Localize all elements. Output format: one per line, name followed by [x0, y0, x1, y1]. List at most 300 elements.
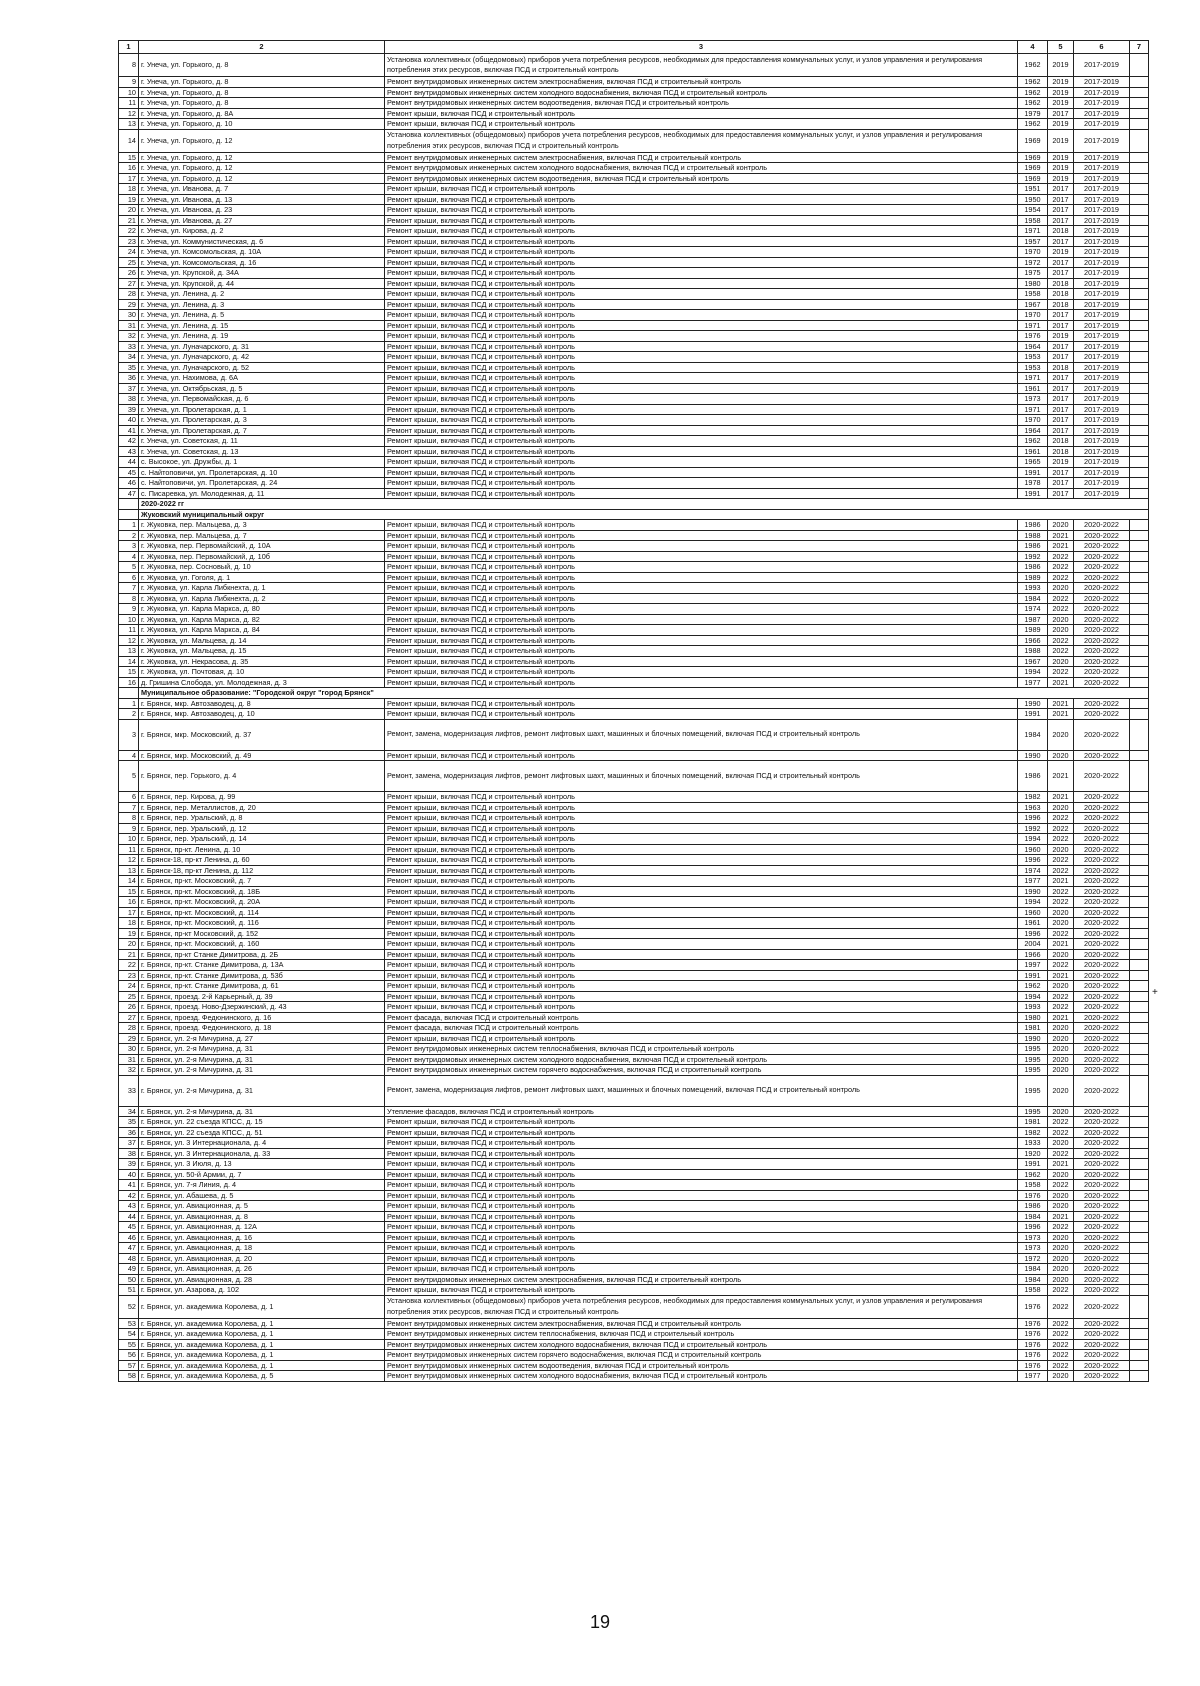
- table-row: [119, 1201, 1149, 1212]
- planned-year-cell: 2021: [1048, 530, 1074, 541]
- row-number-cell: 34: [119, 1106, 139, 1117]
- build-year-cell: 1996: [1018, 855, 1048, 866]
- planned-year-cell: 2017: [1048, 394, 1074, 405]
- period-cell: 2017-2019: [1074, 299, 1130, 310]
- period-cell: 2020-2022: [1074, 1211, 1130, 1222]
- table-row: [119, 520, 1149, 531]
- table-row: [119, 1295, 1149, 1318]
- row-number-cell: 28: [119, 1023, 139, 1034]
- period-cell: 2017-2019: [1074, 77, 1130, 88]
- period-cell: 2020-2022: [1074, 1075, 1130, 1106]
- table-row: [119, 341, 1149, 352]
- work-type-cell: Установка коллективных (общедомовых) приборов учета потребления ресурсов, необходимых для предоставления коммунальных услуг, и узлов управления и регулирования потребления этих ресурсов, включая ПСД и строительный контроль: [385, 1295, 1018, 1318]
- address-cell: с. Писаревка, ул. Молодежная, д. 11: [139, 488, 385, 499]
- work-type-cell: Ремонт крыши, включая ПСД и строительный контроль: [385, 520, 1018, 531]
- address-cell: г. Брянск, ул. академика Королева, д. 1: [139, 1295, 385, 1318]
- period-cell: 2020-2022: [1074, 918, 1130, 929]
- planned-year-cell: 2017: [1048, 383, 1074, 394]
- period-cell: 2017-2019: [1074, 488, 1130, 499]
- table-body: [119, 54, 1149, 1382]
- address-cell: г. Брянск, ул. 2-я Мичурина, д. 31: [139, 1106, 385, 1117]
- table-row: [119, 928, 1149, 939]
- build-year-cell: 1986: [1018, 520, 1048, 531]
- work-type-cell: Ремонт крыши, включая ПСД и строительный контроль: [385, 320, 1018, 331]
- work-type-cell: Ремонт крыши, включая ПСД и строительный контроль: [385, 1148, 1018, 1159]
- build-year-cell: 1961: [1018, 383, 1048, 394]
- work-type-cell: Ремонт крыши, включая ПСД и строительный контроль: [385, 478, 1018, 489]
- table-row: [119, 583, 1149, 594]
- empty-cell: [1130, 1106, 1149, 1117]
- row-number-cell: 50: [119, 1274, 139, 1285]
- work-type-cell: Ремонт крыши, включая ПСД и строительный контроль: [385, 415, 1018, 426]
- work-type-cell: Ремонт крыши, включая ПСД и строительный контроль: [385, 205, 1018, 216]
- row-number-cell: 57: [119, 1360, 139, 1371]
- row-number-cell: 39: [119, 404, 139, 415]
- empty-cell: [1130, 907, 1149, 918]
- work-type-cell: Ремонт крыши, включая ПСД и строительный контроль: [385, 698, 1018, 709]
- address-cell: г. Брянск, пр-кт. Московский, д. 7: [139, 876, 385, 887]
- table-row: [119, 614, 1149, 625]
- period-cell: 2017-2019: [1074, 129, 1130, 152]
- empty-cell: [1130, 1065, 1149, 1076]
- table-row: [119, 823, 1149, 834]
- build-year-cell: 1995: [1018, 1044, 1048, 1055]
- address-cell: г. Брянск, ул. Авиационная, д. 8: [139, 1211, 385, 1222]
- planned-year-cell: 2021: [1048, 876, 1074, 887]
- address-cell: г. Жуковка, ул. Карла Маркса, д. 84: [139, 625, 385, 636]
- planned-year-cell: 2021: [1048, 761, 1074, 792]
- period-cell: 2017-2019: [1074, 373, 1130, 384]
- period-cell: 2020-2022: [1074, 1201, 1130, 1212]
- row-number-cell: 17: [119, 173, 139, 184]
- address-cell: г. Брянск, пер. Металлистов, д. 20: [139, 802, 385, 813]
- empty-cell: [1130, 960, 1149, 971]
- planned-year-cell: 2022: [1048, 855, 1074, 866]
- build-year-cell: 1989: [1018, 572, 1048, 583]
- address-cell: г. Брянск, ул. 50-й Армии, д. 7: [139, 1169, 385, 1180]
- row-number-cell: 21: [119, 215, 139, 226]
- planned-year-cell: 2021: [1048, 677, 1074, 688]
- period-cell: 2017-2019: [1074, 436, 1130, 447]
- table-row: [119, 1002, 1149, 1013]
- table-row: [119, 792, 1149, 803]
- address-cell: г. Брянск, пер. Горького, д. 4: [139, 761, 385, 792]
- address-cell: г. Брянск, ул. 2-я Мичурина, д. 27: [139, 1033, 385, 1044]
- build-year-cell: 1973: [1018, 1232, 1048, 1243]
- empty-cell: [1130, 583, 1149, 594]
- planned-year-cell: 2022: [1048, 1117, 1074, 1128]
- empty-cell: [1130, 1159, 1149, 1170]
- row-number-cell: 44: [119, 457, 139, 468]
- planned-year-cell: 2022: [1048, 1002, 1074, 1013]
- address-cell: г. Брянск, ул. академика Королева, д. 1: [139, 1329, 385, 1340]
- work-type-cell: Ремонт крыши, включая ПСД и строительный контроль: [385, 876, 1018, 887]
- row-number-cell: 26: [119, 268, 139, 279]
- table-row: [119, 541, 1149, 552]
- build-year-cell: 1953: [1018, 352, 1048, 363]
- empty-cell: [1130, 1222, 1149, 1233]
- planned-year-cell: 2022: [1048, 1222, 1074, 1233]
- address-cell: г. Брянск, ул. академика Королева, д. 1: [139, 1350, 385, 1361]
- empty-cell: [1130, 1371, 1149, 1382]
- work-type-cell: Ремонт крыши, включая ПСД и строительный контроль: [385, 823, 1018, 834]
- work-type-cell: Ремонт фасада, включая ПСД и строительный контроль: [385, 1012, 1018, 1023]
- table-row: [119, 226, 1149, 237]
- build-year-cell: 1972: [1018, 1253, 1048, 1264]
- planned-year-cell: 2018: [1048, 299, 1074, 310]
- row-number-cell: 49: [119, 1264, 139, 1275]
- empty-cell: [1130, 152, 1149, 163]
- build-year-cell: 1969: [1018, 152, 1048, 163]
- work-type-cell: Ремонт, замена, модернизация лифтов, ремонт лифтовых шахт, машинных и блочных помещений, включая ПСД и строительный контроль: [385, 719, 1018, 750]
- work-type-cell: Ремонт крыши, включая ПСД и строительный контроль: [385, 960, 1018, 971]
- empty-cell: [1130, 383, 1149, 394]
- empty-cell: [1130, 1169, 1149, 1180]
- address-cell: г. Унеча, ул. Кирова, д. 2: [139, 226, 385, 237]
- empty-cell: [1130, 467, 1149, 478]
- work-type-cell: Ремонт крыши, включая ПСД и строительный контроль: [385, 436, 1018, 447]
- planned-year-cell: 2017: [1048, 257, 1074, 268]
- build-year-cell: 1957: [1018, 236, 1048, 247]
- row-number-cell: 16: [119, 677, 139, 688]
- period-cell: 2020-2022: [1074, 823, 1130, 834]
- empty-cell: [1130, 1264, 1149, 1275]
- row-number-cell: 14: [119, 129, 139, 152]
- build-year-cell: 1993: [1018, 583, 1048, 594]
- table-row: [119, 1243, 1149, 1254]
- period-cell: 2020-2022: [1074, 792, 1130, 803]
- table-row: [119, 54, 1149, 77]
- work-type-cell: Ремонт крыши, включая ПСД и строительный контроль: [385, 226, 1018, 237]
- planned-year-cell: 2020: [1048, 1201, 1074, 1212]
- empty-cell: [1130, 415, 1149, 426]
- build-year-cell: 1995: [1018, 1054, 1048, 1065]
- row-number-cell: 4: [119, 750, 139, 761]
- table-row: [119, 488, 1149, 499]
- address-cell: г. Брянск, ул. 2-я Мичурина, д. 31: [139, 1054, 385, 1065]
- row-number-cell: 3: [119, 719, 139, 750]
- row-number-cell: 3: [119, 541, 139, 552]
- empty-cell: [1130, 1075, 1149, 1106]
- address-cell: г. Брянск, пер. Уральский, д. 12: [139, 823, 385, 834]
- empty-cell: [1130, 1339, 1149, 1350]
- row-number-cell: 22: [119, 960, 139, 971]
- table-row: [119, 907, 1149, 918]
- address-cell: г. Унеча, ул. Иванова, д. 23: [139, 205, 385, 216]
- period-cell: 2017-2019: [1074, 404, 1130, 415]
- row-number-cell: 33: [119, 1075, 139, 1106]
- work-type-cell: Ремонт крыши, включая ПСД и строительный контроль: [385, 1033, 1018, 1044]
- planned-year-cell: 2017: [1048, 341, 1074, 352]
- planned-year-cell: 2020: [1048, 614, 1074, 625]
- work-type-cell: Ремонт крыши, включая ПСД и строительный контроль: [385, 1232, 1018, 1243]
- planned-year-cell: 2017: [1048, 310, 1074, 321]
- build-year-cell: 1991: [1018, 709, 1048, 720]
- build-year-cell: 1960: [1018, 844, 1048, 855]
- planned-year-cell: 2019: [1048, 173, 1074, 184]
- planned-year-cell: 2022: [1048, 551, 1074, 562]
- table-row: [119, 1148, 1149, 1159]
- row-number-cell: 38: [119, 394, 139, 405]
- build-year-cell: 1990: [1018, 1033, 1048, 1044]
- build-year-cell: 1970: [1018, 310, 1048, 321]
- work-type-cell: Ремонт крыши, включая ПСД и строительный контроль: [385, 886, 1018, 897]
- period-cell: 2020-2022: [1074, 541, 1130, 552]
- planned-year-cell: 2017: [1048, 320, 1074, 331]
- build-year-cell: 1990: [1018, 886, 1048, 897]
- planned-year-cell: 2019: [1048, 87, 1074, 98]
- table-row: [119, 436, 1149, 447]
- table-row: [119, 1232, 1149, 1243]
- planned-year-cell: 2022: [1048, 593, 1074, 604]
- row-number-cell: 35: [119, 362, 139, 373]
- planned-year-cell: 2017: [1048, 488, 1074, 499]
- work-type-cell: Установка коллективных (общедомовых) приборов учета потребления ресурсов, необходимых для предоставления коммунальных услуг, и узлов управления и регулирования потребления этих ресурсов, включая ПСД и строительный контроль: [385, 54, 1018, 77]
- work-type-cell: Ремонт крыши, включая ПСД и строительный контроль: [385, 792, 1018, 803]
- table-row: [119, 855, 1149, 866]
- row-number-cell: 53: [119, 1318, 139, 1329]
- empty-cell: [1130, 1350, 1149, 1361]
- period-cell: 2020-2022: [1074, 572, 1130, 583]
- table-row: [119, 173, 1149, 184]
- table-row: [119, 331, 1149, 342]
- build-year-cell: 1961: [1018, 918, 1048, 929]
- empty-cell: [1130, 991, 1149, 1002]
- period-cell: 2017-2019: [1074, 362, 1130, 373]
- planned-year-cell: 2022: [1048, 834, 1074, 845]
- row-number-cell: 30: [119, 1044, 139, 1055]
- build-year-cell: 1984: [1018, 1211, 1048, 1222]
- row-number-cell: 6: [119, 572, 139, 583]
- build-year-cell: 1974: [1018, 604, 1048, 615]
- planned-year-cell: 2020: [1048, 1232, 1074, 1243]
- planned-year-cell: 2020: [1048, 750, 1074, 761]
- work-type-cell: Ремонт внутридомовых инженерных систем холодного водоснабжения, включая ПСД и строительный контроль: [385, 87, 1018, 98]
- build-year-cell: 1969: [1018, 173, 1048, 184]
- table-row: [119, 886, 1149, 897]
- empty-cell: [1130, 373, 1149, 384]
- address-cell: г. Унеча, ул. Горького, д. 8: [139, 54, 385, 77]
- address-cell: г. Брянск, ул. 2-я Мичурина, д. 31: [139, 1065, 385, 1076]
- empty-cell: [1130, 1054, 1149, 1065]
- row-number-cell: 16: [119, 897, 139, 908]
- address-cell: г. Унеча, ул. Луначарского, д. 31: [139, 341, 385, 352]
- table-row: [119, 299, 1149, 310]
- period-cell: 2020-2022: [1074, 562, 1130, 573]
- table-row: [119, 278, 1149, 289]
- build-year-cell: 1984: [1018, 719, 1048, 750]
- work-type-cell: Ремонт крыши, включая ПСД и строительный контроль: [385, 467, 1018, 478]
- planned-year-cell: 2019: [1048, 152, 1074, 163]
- period-cell: 2020-2022: [1074, 1264, 1130, 1275]
- empty-cell: [1130, 876, 1149, 887]
- planned-year-cell: 2020: [1048, 520, 1074, 531]
- period-cell: 2020-2022: [1074, 981, 1130, 992]
- empty-cell: [1130, 677, 1149, 688]
- period-cell: 2020-2022: [1074, 991, 1130, 1002]
- work-type-cell: Ремонт крыши, включая ПСД и строительный контроль: [385, 551, 1018, 562]
- period-cell: 2017-2019: [1074, 54, 1130, 77]
- work-type-cell: Ремонт внутридомовых инженерных систем холодного водоснабжения, включая ПСД и строительный контроль: [385, 1054, 1018, 1065]
- address-cell: с. Найтоповичи, ул. Пролетарская, д. 10: [139, 467, 385, 478]
- row-number-cell: 8: [119, 593, 139, 604]
- empty-cell: [1130, 247, 1149, 258]
- table-row: [119, 1106, 1149, 1117]
- build-year-cell: 1962: [1018, 1169, 1048, 1180]
- work-type-cell: Ремонт крыши, включая ПСД и строительный контроль: [385, 236, 1018, 247]
- build-year-cell: 1971: [1018, 320, 1048, 331]
- row-number-cell: 42: [119, 1190, 139, 1201]
- period-cell: 2020-2022: [1074, 1285, 1130, 1296]
- planned-year-cell: 2017: [1048, 478, 1074, 489]
- empty-cell: [1130, 572, 1149, 583]
- period-cell: 2020-2022: [1074, 1159, 1130, 1170]
- table-row: [119, 1023, 1149, 1034]
- address-cell: г. Унеча, ул. Иванова, д. 7: [139, 184, 385, 195]
- period-cell: 2020-2022: [1074, 876, 1130, 887]
- empty-cell: [1130, 823, 1149, 834]
- row-number-cell: 10: [119, 614, 139, 625]
- row-number-cell: 33: [119, 341, 139, 352]
- build-year-cell: 1996: [1018, 1222, 1048, 1233]
- address-cell: г. Брянск, пер. Уральский, д. 8: [139, 813, 385, 824]
- build-year-cell: 1995: [1018, 1075, 1048, 1106]
- address-cell: г. Брянск, проезд. Ново-Дзержинский, д. 43: [139, 1002, 385, 1013]
- empty-cell: [1130, 656, 1149, 667]
- build-year-cell: 1987: [1018, 614, 1048, 625]
- address-cell: г. Жуковка, пер. Мальцева, д. 7: [139, 530, 385, 541]
- row-number-cell: 11: [119, 844, 139, 855]
- empty-cell: [1130, 129, 1149, 152]
- empty-cell: [1130, 562, 1149, 573]
- empty-cell: [1130, 520, 1149, 531]
- table-row: [119, 677, 1149, 688]
- work-type-cell: Ремонт крыши, включая ПСД и строительный контроль: [385, 897, 1018, 908]
- address-cell: г. Жуковка, пер. Мальцева, д. 3: [139, 520, 385, 531]
- planned-year-cell: 2022: [1048, 1148, 1074, 1159]
- row-number-cell: 45: [119, 1222, 139, 1233]
- empty-cell: [1130, 457, 1149, 468]
- empty-cell: [1130, 614, 1149, 625]
- empty-cell: [1130, 928, 1149, 939]
- planned-year-cell: 2017: [1048, 415, 1074, 426]
- empty-cell: [1130, 194, 1149, 205]
- address-cell: г. Жуковка, пер. Первомайский, д. 10б: [139, 551, 385, 562]
- row-number-cell: 27: [119, 1012, 139, 1023]
- period-cell: 2017-2019: [1074, 98, 1130, 109]
- table-row: [119, 1190, 1149, 1201]
- table-row: [119, 184, 1149, 195]
- table-row: [119, 446, 1149, 457]
- period-cell: 2017-2019: [1074, 108, 1130, 119]
- table-row: [119, 813, 1149, 824]
- build-year-cell: 1984: [1018, 593, 1048, 604]
- build-year-cell: 1977: [1018, 876, 1048, 887]
- empty-cell: [1130, 604, 1149, 615]
- period-cell: 2017-2019: [1074, 383, 1130, 394]
- planned-year-cell: 2020: [1048, 981, 1074, 992]
- build-year-cell: 1986: [1018, 541, 1048, 552]
- table-row: [119, 981, 1149, 992]
- column-header: 7: [1130, 41, 1149, 54]
- table-row: [119, 593, 1149, 604]
- empty-cell: [1130, 813, 1149, 824]
- table-row: [119, 362, 1149, 373]
- work-type-cell: Ремонт крыши, включая ПСД и строительный контроль: [385, 604, 1018, 615]
- row-number-cell: 47: [119, 488, 139, 499]
- work-type-cell: Ремонт внутридомовых инженерных систем электроснабжения, включая ПСД и строительный контроль: [385, 1274, 1018, 1285]
- empty-cell: [1130, 834, 1149, 845]
- address-cell: г. Брянск, пер. Уральский, д. 14: [139, 834, 385, 845]
- address-cell: г. Унеча, ул. Советская, д. 11: [139, 436, 385, 447]
- table-row: [119, 1339, 1149, 1350]
- work-type-cell: Ремонт крыши, включая ПСД и строительный контроль: [385, 907, 1018, 918]
- address-cell: г. Брянск, пр-кт. Московский, д. 160: [139, 939, 385, 950]
- row-number-cell: 5: [119, 761, 139, 792]
- planned-year-cell: 2019: [1048, 54, 1074, 77]
- period-cell: 2020-2022: [1074, 855, 1130, 866]
- build-year-cell: 1960: [1018, 907, 1048, 918]
- build-year-cell: 1981: [1018, 1117, 1048, 1128]
- section-header-row: [119, 509, 1149, 520]
- work-type-cell: Ремонт крыши, включая ПСД и строительный контроль: [385, 918, 1018, 929]
- address-cell: г. Брянск, ул. 3 Интернационала, д. 4: [139, 1138, 385, 1149]
- table-row: [119, 698, 1149, 709]
- table-row: [119, 1044, 1149, 1055]
- work-type-cell: Ремонт крыши, включая ПСД и строительный контроль: [385, 750, 1018, 761]
- row-number-cell: 36: [119, 1127, 139, 1138]
- planned-year-cell: 2021: [1048, 1012, 1074, 1023]
- empty-cell: [1130, 625, 1149, 636]
- row-number-cell: 31: [119, 320, 139, 331]
- build-year-cell: 1970: [1018, 247, 1048, 258]
- table-row: [119, 425, 1149, 436]
- table-row: [119, 394, 1149, 405]
- build-year-cell: 1971: [1018, 404, 1048, 415]
- table-row: [119, 970, 1149, 981]
- build-year-cell: 1976: [1018, 1190, 1048, 1201]
- row-number-cell: 41: [119, 425, 139, 436]
- period-cell: 2020-2022: [1074, 865, 1130, 876]
- build-year-cell: 1976: [1018, 1329, 1048, 1340]
- table-row: [119, 991, 1149, 1002]
- empty-cell: [1130, 436, 1149, 447]
- table-row: [119, 247, 1149, 258]
- build-year-cell: 1986: [1018, 761, 1048, 792]
- period-cell: 2020-2022: [1074, 1169, 1130, 1180]
- row-number-cell: 55: [119, 1339, 139, 1350]
- row-number-cell: 27: [119, 278, 139, 289]
- row-number-cell: 24: [119, 981, 139, 992]
- row-number-cell: 4: [119, 551, 139, 562]
- row-number-cell: 10: [119, 87, 139, 98]
- column-header: 2: [139, 41, 385, 54]
- period-cell: 2020-2022: [1074, 551, 1130, 562]
- build-year-cell: 1958: [1018, 289, 1048, 300]
- work-type-cell: Ремонт крыши, включая ПСД и строительный контроль: [385, 802, 1018, 813]
- table-row: [119, 960, 1149, 971]
- work-type-cell: Ремонт крыши, включая ПСД и строительный контроль: [385, 268, 1018, 279]
- build-year-cell: 1986: [1018, 562, 1048, 573]
- table-row: [119, 709, 1149, 720]
- period-cell: 2017-2019: [1074, 352, 1130, 363]
- build-year-cell: 1972: [1018, 257, 1048, 268]
- section-title: Муниципальное образование: "Городской округ "город Брянск": [139, 688, 1149, 699]
- row-number-cell: 8: [119, 813, 139, 824]
- address-cell: г. Брянск, ул. Авиационная, д. 12А: [139, 1222, 385, 1233]
- row-number-cell: 45: [119, 467, 139, 478]
- planned-year-cell: 2022: [1048, 1339, 1074, 1350]
